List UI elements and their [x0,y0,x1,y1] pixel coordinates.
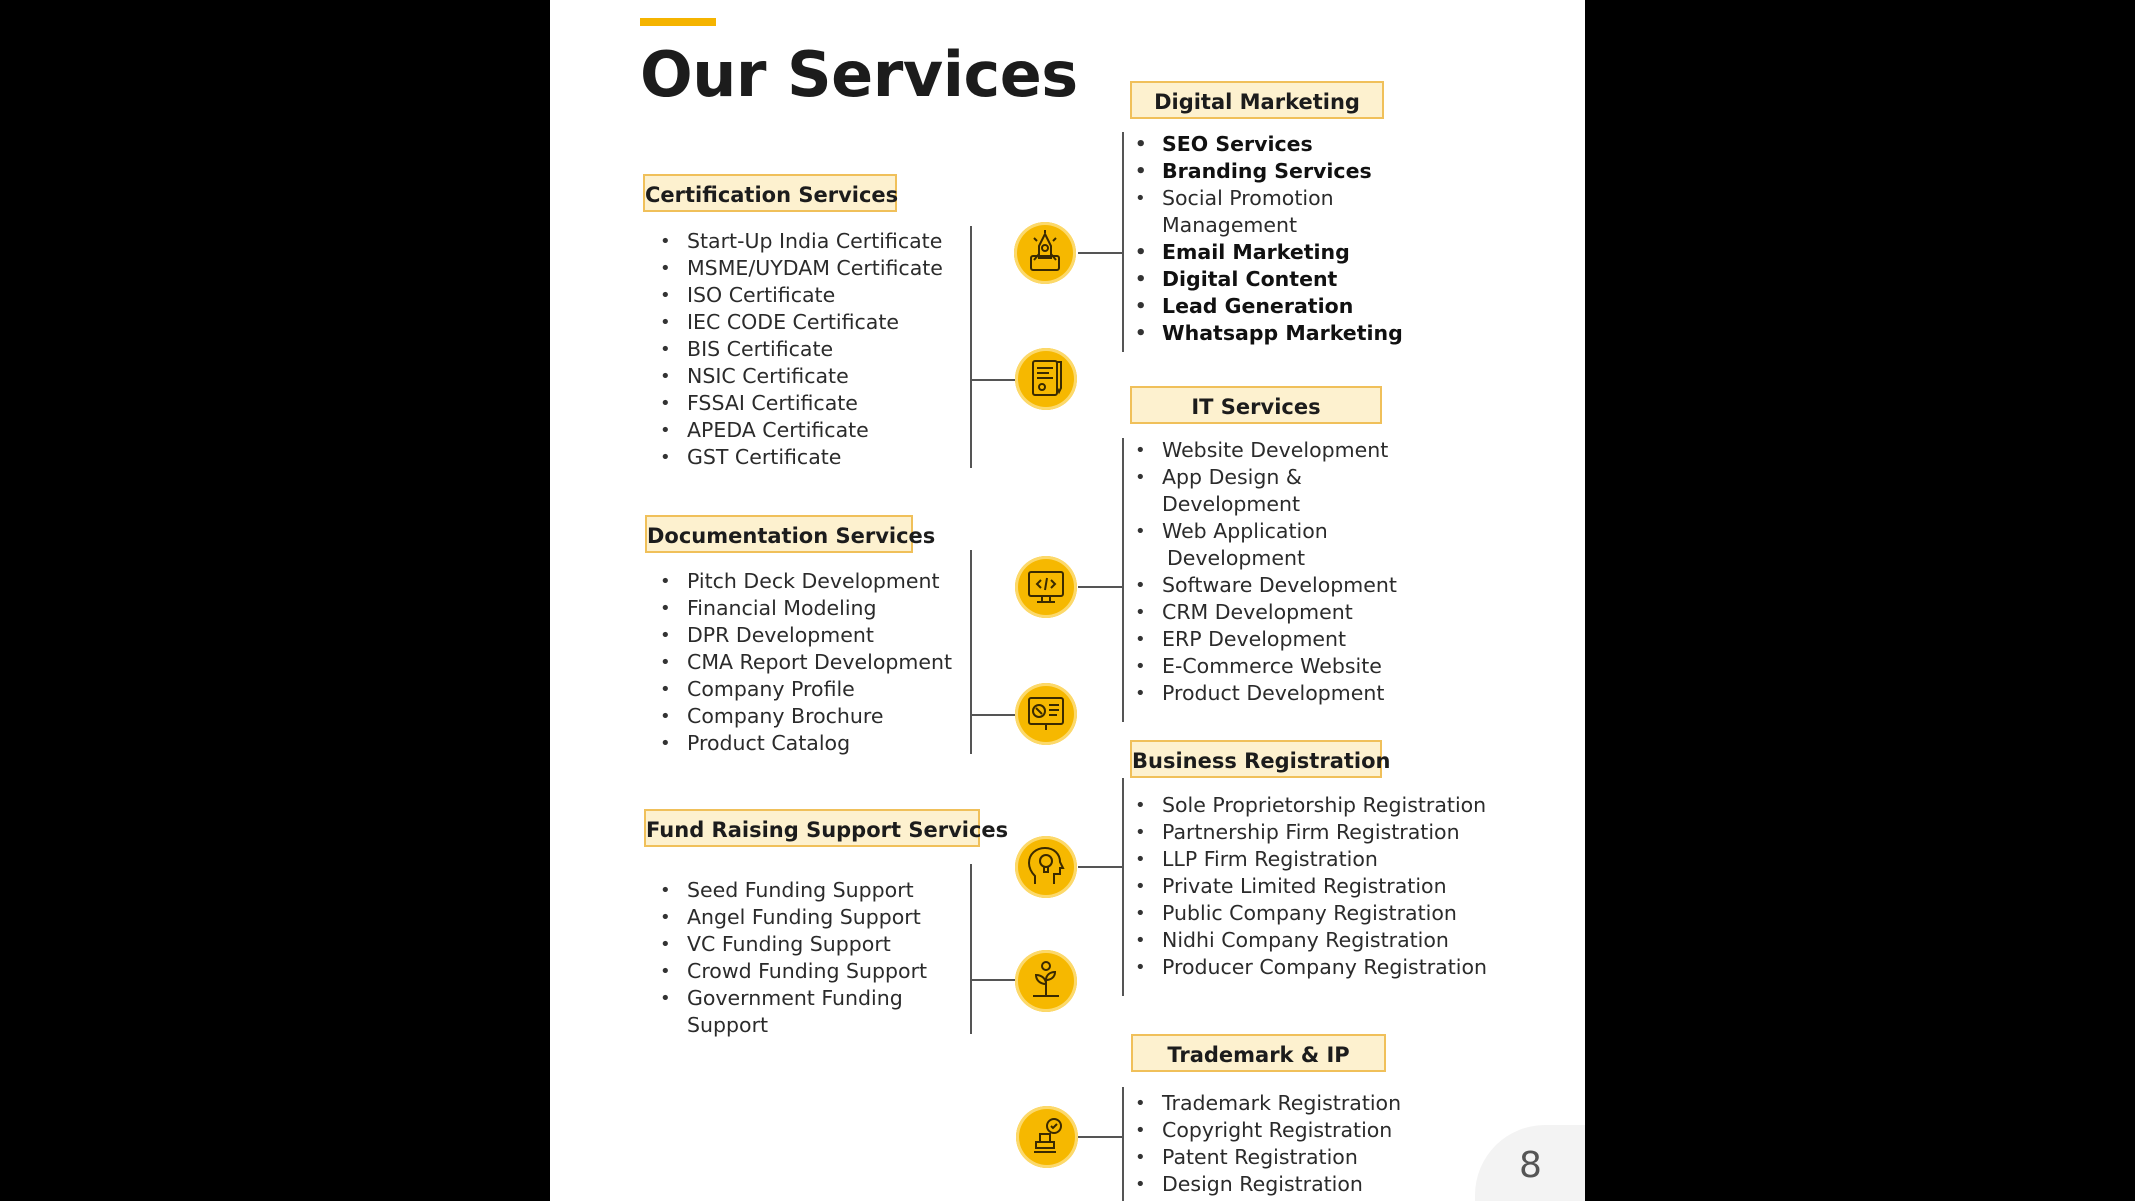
list-item: • VC Funding Support [660,931,927,958]
trademark-ip-heading: Trademark & IP [1131,1034,1386,1072]
list-item: • Lead Generation [1135,293,1403,320]
list-item: • Design Registration [1135,1171,1401,1198]
list-item: • Crowd Funding Support [660,958,927,985]
list-item: • Public Company Registration [1135,900,1487,927]
connector-line [1078,252,1122,254]
it-services-list [1135,437,1397,707]
list-item: • Nidhi Company Registration [1135,927,1487,954]
list-item-continuation: Development [1162,492,1301,516]
list-item: • Email Marketing [1135,239,1403,266]
list-item: • Producer Company Registration [1135,954,1487,981]
connector-line [1122,1087,1124,1201]
list-item: • DPR Development [660,622,952,649]
presentation-chart-icon [1015,683,1077,745]
page-number: 8 [1519,1145,1542,1186]
list-item: • Angel Funding Support [660,904,927,931]
list-item: • Financial Modeling [660,595,952,622]
connector-line [1078,1136,1122,1138]
list-item: • Trademark Registration [1135,1090,1401,1117]
list-item: • FSSAI Certificate [660,390,943,417]
list-item: • IEC CODE Certificate [660,309,943,336]
business-registration-list [1135,792,1487,981]
list-item: • CMA Report Development [660,649,952,676]
list-item: • Start-Up India Certificate [660,228,943,255]
connector-line [970,550,972,754]
list-item: • SEO Services [1135,131,1403,158]
list-item: • CRM Development [1135,599,1397,626]
list-item: • Patent Registration [1135,1144,1401,1171]
rocket-icon [1014,222,1076,284]
list-item: • ERP Development [1135,626,1397,653]
list-item: • Social Promotion [1135,185,1403,212]
list-item: • MSME/UYDAM Certificate [660,255,943,282]
list-item: • ISO Certificate [660,282,943,309]
connector-line [1078,586,1122,588]
list-item: • Copyright Registration [1135,1117,1401,1144]
list-item: • App Design & [1135,464,1397,491]
services-page [550,0,1585,1201]
list-item: • GST Certificate [660,444,943,471]
list-item: • Company Profile [660,676,952,703]
certificate-document-icon [1015,348,1077,410]
head-lightbulb-icon [1015,836,1077,898]
list-item: • Company Brochure [660,703,952,730]
list-item: • LLP Firm Registration [1135,846,1487,873]
digital-marketing-list [1135,131,1403,347]
fund-raising-list [660,877,927,1039]
list-item: • Private Limited Registration [1135,873,1487,900]
list-item: • Digital Content [1135,266,1403,293]
page-number-tab [1475,1125,1585,1201]
list-item: • Web Application [1135,518,1397,545]
money-plant-icon [1015,950,1077,1012]
stamp-check-icon [1016,1106,1078,1168]
documentation-services-list [660,568,952,757]
list-item: • Branding Services [1135,158,1403,185]
list-item: • Partnership Firm Registration [1135,819,1487,846]
list-item: • Government Funding [660,985,927,1012]
list-item: • Software Development [1135,572,1397,599]
it-services-heading: IT Services [1130,386,1382,424]
list-item: • Product Development [1135,680,1397,707]
certification-services-heading: Certification Services [643,174,897,212]
list-item-continuation: Development [1167,546,1306,570]
connector-line [1122,438,1124,722]
monitor-code-icon [1015,556,1077,618]
list-item: • Product Catalog [660,730,952,757]
trademark-ip-list [1135,1090,1401,1198]
list-item: • NSIC Certificate [660,363,943,390]
connector-line [970,226,972,468]
list-item: • Website Development [1135,437,1397,464]
list-item: • Seed Funding Support [660,877,927,904]
fund-raising-heading: Fund Raising Support Services [644,809,980,847]
list-item: • APEDA Certificate [660,417,943,444]
connector-line [1122,778,1124,996]
page-title: Our Services [640,38,1078,111]
list-item-continuation: Support [687,1013,769,1037]
digital-marketing-heading: Digital Marketing [1130,81,1384,119]
list-item: • Pitch Deck Development [660,568,952,595]
business-registration-heading: Business Registration [1130,740,1382,778]
connector-line [1078,866,1122,868]
list-item-continuation: Management [1162,213,1298,237]
certification-services-list [660,228,943,471]
list-item: • BIS Certificate [660,336,943,363]
connector-line [1122,132,1124,352]
accent-bar [640,18,716,26]
documentation-services-heading: Documentation Services [645,515,913,553]
list-item: • Whatsapp Marketing [1135,320,1403,347]
list-item: • Sole Proprietorship Registration [1135,792,1487,819]
list-item: • E-Commerce Website [1135,653,1397,680]
connector-line [970,864,972,1034]
